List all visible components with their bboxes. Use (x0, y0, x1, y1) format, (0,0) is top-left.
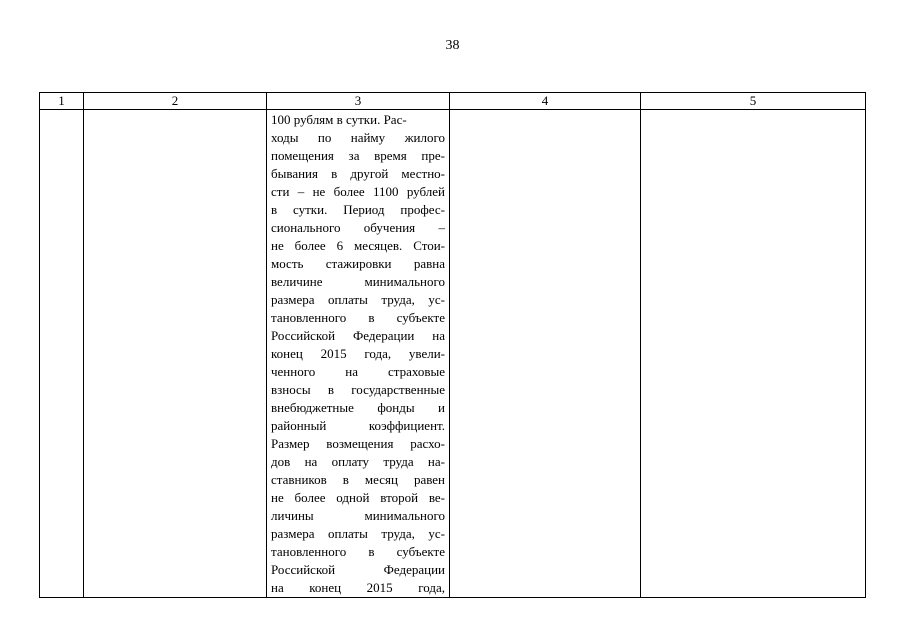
table-row (40, 110, 866, 598)
cell-text-line: ходы по найму жилого (271, 130, 445, 145)
cell-text-line: тановленного в субъекте (271, 544, 445, 559)
column-header-1: 1 (40, 93, 84, 110)
cell-text-line: тановленного в субъекте (271, 310, 445, 325)
cell-text-line: Размер возмещения расхо- (271, 436, 445, 451)
cell-col-4 (450, 110, 641, 598)
cell-text-line: размера оплаты труда, ус- (271, 292, 445, 307)
cell-text-line: личины минимального (271, 508, 445, 523)
cell-text-line: бывания в другой местно- (271, 166, 445, 181)
column-header-3: 3 (267, 93, 450, 110)
cell-text-line: на конец 2015 года, (271, 580, 445, 595)
cell-text-line: мость стажировки равна (271, 256, 445, 271)
cell-text-line: размера оплаты труда, ус- (271, 526, 445, 541)
page-number: 38 (445, 38, 460, 53)
cell-text-line: величине минимального (271, 274, 445, 289)
cell-col-3 (267, 110, 450, 598)
cell-text-line: ченного на страховые (271, 364, 445, 379)
cell-col-5 (641, 110, 866, 598)
cell-text-line: сти – не более 1100 рублей (271, 184, 445, 199)
cell-text-line: ставников в месяц равен (271, 472, 445, 487)
cell-text-line: 100 рублям в сутки. Рас- (271, 112, 407, 127)
cell-text-line: Российской Федерации (271, 562, 445, 577)
cell-text-line: районный коэффициент. (271, 418, 445, 433)
cell-col-3-text (267, 110, 449, 597)
cell-text-line: помещения за время пре- (271, 148, 445, 163)
cell-text-line: Российской Федерации на (271, 328, 445, 343)
cell-text-line: конец 2015 года, увели- (271, 346, 445, 361)
table-header-row (40, 93, 866, 110)
cell-col-1 (40, 110, 84, 598)
column-header-2: 2 (84, 93, 267, 110)
cell-text-line: не более 6 месяцев. Стои- (271, 238, 445, 253)
cell-text-line: внебюджетные фонды и (271, 400, 445, 415)
cell-text-line: взносы в государственные (271, 382, 445, 397)
cell-col-2 (84, 110, 267, 598)
cell-text-line: сионального обучения – (271, 220, 445, 235)
cell-text-line: дов на оплату труда на- (271, 454, 445, 469)
cell-text-line: в сутки. Период профес- (271, 202, 445, 217)
cell-text-line: не более одной второй ве- (271, 490, 445, 505)
column-header-5: 5 (641, 93, 866, 110)
document-table (39, 92, 866, 598)
column-header-4: 4 (450, 93, 641, 110)
